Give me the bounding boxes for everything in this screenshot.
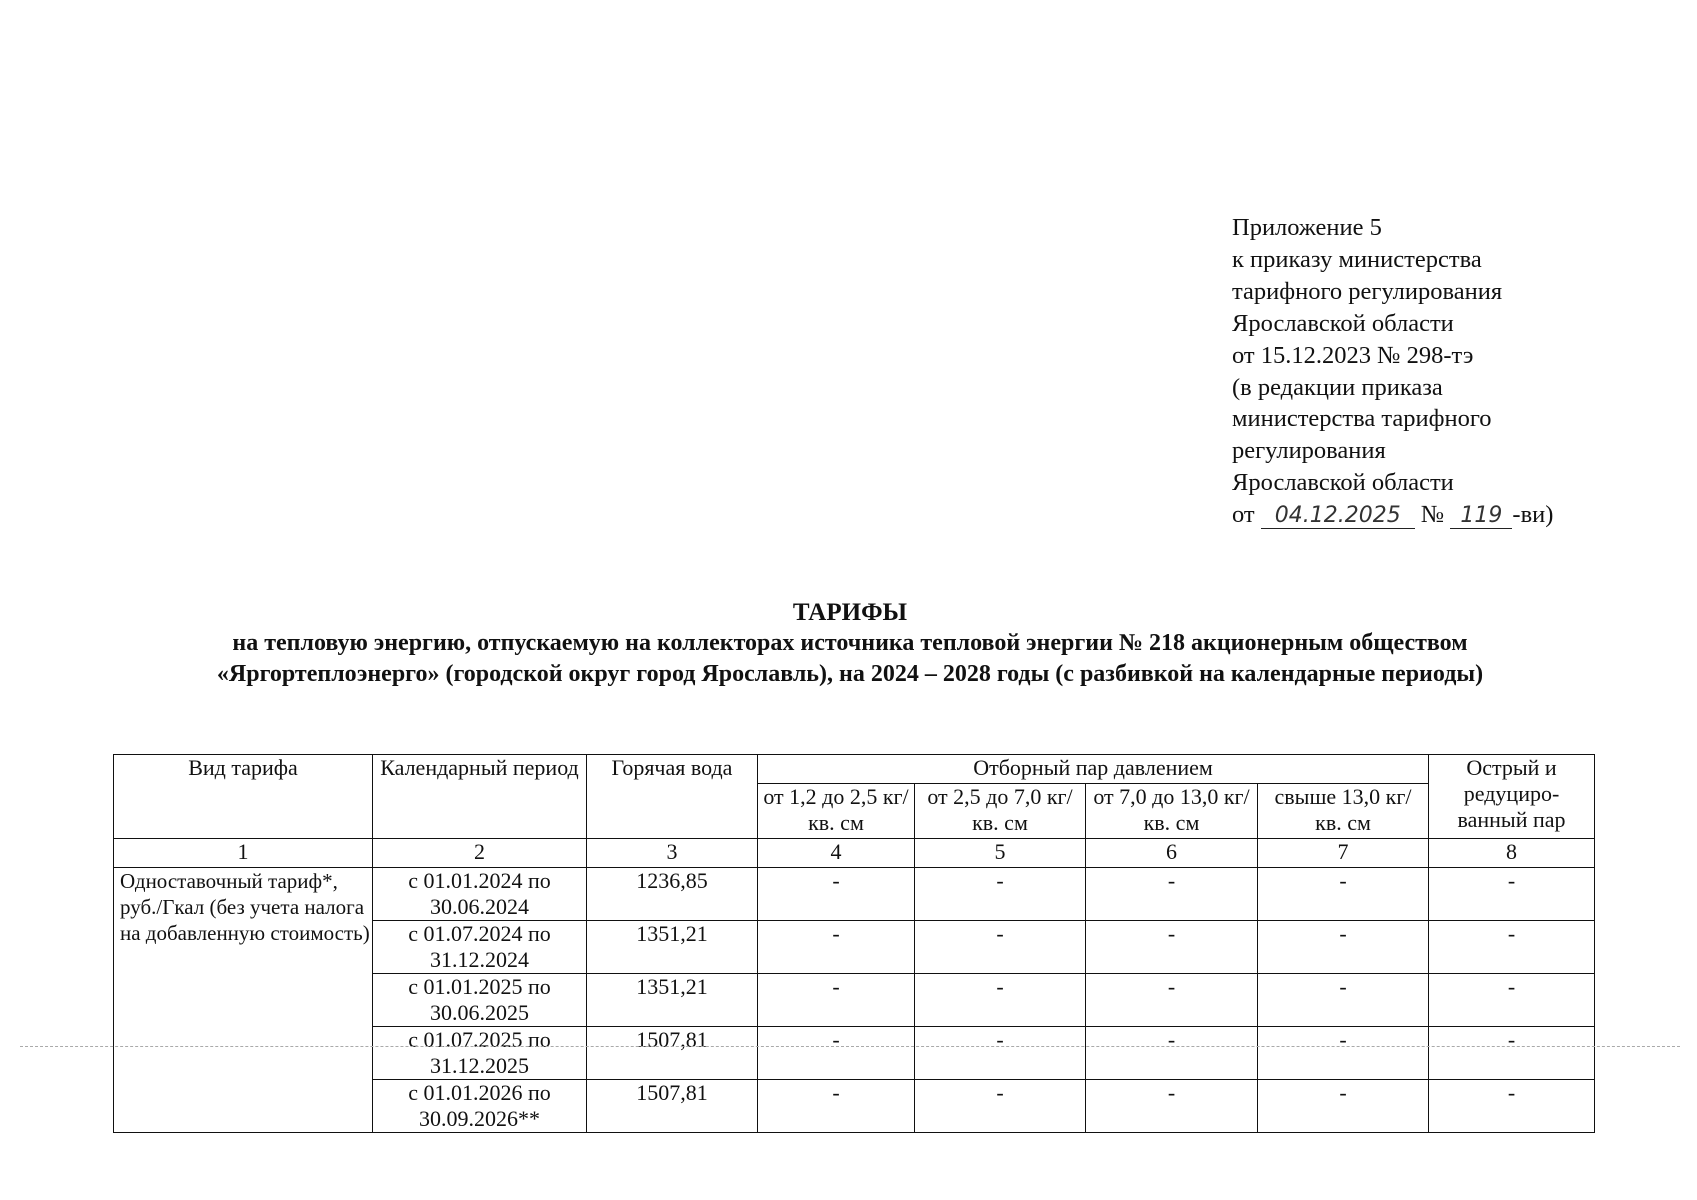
steam-1-cell: - xyxy=(758,1080,915,1133)
steam-3-cell: - xyxy=(1086,1027,1258,1080)
steam-1-cell: - xyxy=(758,868,915,921)
steam-3-cell: - xyxy=(1086,868,1258,921)
sharp-steam-cell: - xyxy=(1429,868,1595,921)
steam-1-cell: - xyxy=(758,1027,915,1080)
column-number: 3 xyxy=(587,839,758,868)
column-number: 7 xyxy=(1258,839,1429,868)
sharp-steam-cell: - xyxy=(1429,921,1595,974)
column-number: 1 xyxy=(114,839,373,868)
steam-4-cell: - xyxy=(1258,1027,1429,1080)
tariff-kind-cell: Одноставочный тариф*, руб./Гкал (без учета налога на добавленную стоимость) xyxy=(114,868,373,1133)
sharp-steam-cell: - xyxy=(1429,1027,1595,1080)
document-title: ТАРИФЫ xyxy=(792,599,908,626)
column-number: 2 xyxy=(373,839,587,868)
tariff-table xyxy=(113,754,1595,1133)
column-number: 8 xyxy=(1429,839,1595,868)
steam-1-cell: - xyxy=(758,974,915,1027)
steam-2-cell: - xyxy=(915,868,1086,921)
steam-4-cell: - xyxy=(1258,921,1429,974)
column-number: 6 xyxy=(1086,839,1258,868)
header-row-1 xyxy=(114,755,1595,784)
column-number: 4 xyxy=(758,839,915,868)
appendix-block xyxy=(1232,212,1553,531)
header-steam-2: от 2,5 до 7,0 кг/ кв. см xyxy=(915,784,1086,839)
appendix-line-7: министерства тарифного xyxy=(1232,405,1492,433)
period-cell: с 01.01.2025 по 30.06.2025 xyxy=(373,974,587,1027)
document-subtitle: на тепловую энергию, отпускаемую на коллекторах источника тепловой энергии № 218 акционерным обществом «Яргортеплоэнерго» (городской округ город Ярославль), на 2024 – 2028 годы (с разбивкой на календарные периоды) xyxy=(216,630,1484,687)
appendix-line-3: тарифного регулирования xyxy=(1232,277,1503,305)
period-cell: с 01.07.2025 по 31.12.2025 xyxy=(373,1027,587,1080)
header-steam-1: от 1,2 до 2,5 кг/ кв. см xyxy=(758,784,915,839)
appendix-last-line xyxy=(1232,499,1553,531)
hot-water-cell: 1507,81 xyxy=(587,1027,758,1080)
appendix-line-1: Приложение 5 xyxy=(1232,214,1382,241)
header-steam-4: свыше 13,0 кг/ кв. см xyxy=(1258,784,1429,839)
appendix-line-9: Ярославской области xyxy=(1232,469,1454,497)
appendix-line-4: Ярославской области xyxy=(1232,309,1454,337)
appendix-line-6: (в редакции приказа xyxy=(1232,373,1443,401)
column-number-row xyxy=(114,839,1595,868)
hot-water-cell: 1351,21 xyxy=(587,921,758,974)
header-steam-3: от 7,0 до 13,0 кг/ кв. см xyxy=(1086,784,1258,839)
appendix-line-8: регулирования xyxy=(1232,437,1386,465)
header-kind: Вид тарифа xyxy=(114,755,373,839)
steam-2-cell: - xyxy=(915,1080,1086,1133)
scan-artifact-line xyxy=(20,1046,1680,1047)
handwritten-date: 04.12.2025 xyxy=(1261,504,1415,529)
steam-1-cell: - xyxy=(758,921,915,974)
header-sharp-steam: Острый и редуциро-ванный пар xyxy=(1429,755,1595,839)
handwritten-number: 119 xyxy=(1450,504,1512,529)
hot-water-cell: 1236,85 xyxy=(587,868,758,921)
period-cell: с 01.07.2024 по 31.12.2024 xyxy=(373,921,587,974)
table-row xyxy=(114,868,1595,921)
steam-4-cell: - xyxy=(1258,1080,1429,1133)
sharp-steam-cell: - xyxy=(1429,1080,1595,1133)
hot-water-cell: 1507,81 xyxy=(587,1080,758,1133)
steam-3-cell: - xyxy=(1086,974,1258,1027)
hot-water-cell: 1351,21 xyxy=(587,974,758,1027)
steam-3-cell: - xyxy=(1086,921,1258,974)
steam-2-cell: - xyxy=(915,1027,1086,1080)
header-hot-water: Горячая вода xyxy=(587,755,758,839)
document-title-block xyxy=(100,597,1600,690)
header-period: Календарный период xyxy=(373,755,587,839)
appendix-line-2: к приказу министерства xyxy=(1232,245,1482,273)
steam-4-cell: - xyxy=(1258,974,1429,1027)
appendix-line-5: от 15.12.2023 № 298-тэ xyxy=(1232,341,1474,369)
sharp-steam-cell: - xyxy=(1429,974,1595,1027)
number-sign: № xyxy=(1420,501,1445,529)
header-steam-group: Отборный пар давлением xyxy=(758,755,1429,784)
appendix-prefix: от xyxy=(1232,501,1255,529)
period-cell: с 01.01.2026 по 30.09.2026** xyxy=(373,1080,587,1133)
column-number: 5 xyxy=(915,839,1086,868)
steam-3-cell: - xyxy=(1086,1080,1258,1133)
steam-2-cell: - xyxy=(915,921,1086,974)
period-cell: с 01.01.2024 по 30.06.2024 xyxy=(373,868,587,921)
steam-2-cell: - xyxy=(915,974,1086,1027)
appendix-suffix: -ви) xyxy=(1512,501,1554,529)
steam-4-cell: - xyxy=(1258,868,1429,921)
